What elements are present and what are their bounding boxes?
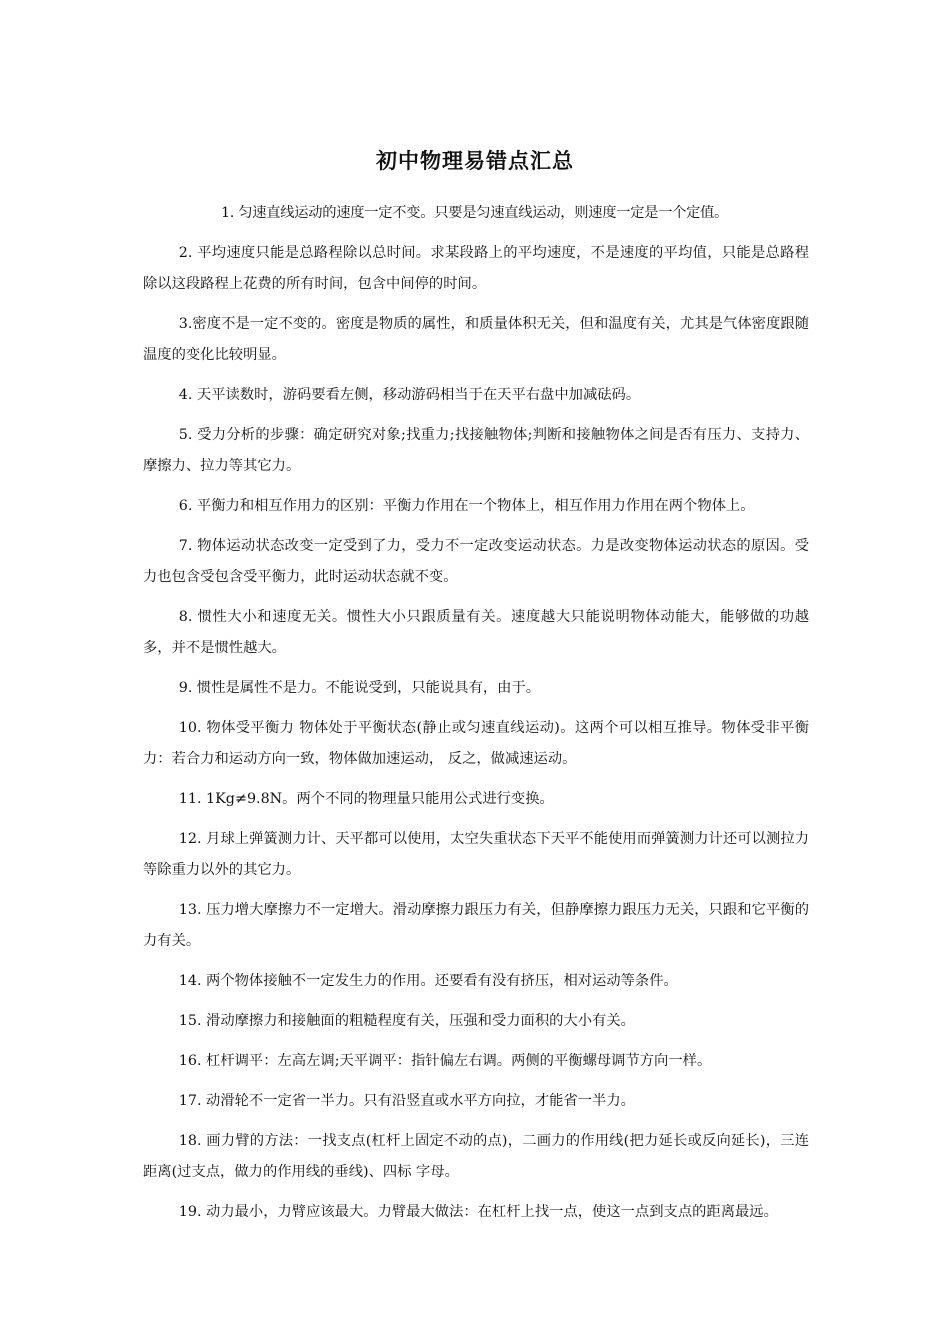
list-item: 2. 平均速度只能是总路程除以总时间。求某段路上的平均速度，不是速度的平均值，只能是总路程除以这段路程上花费的所有时间，包含中间停的时间。 bbox=[143, 245, 809, 292]
list-item: 16. 杠杆调平：左高左调;天平调平：指针偏左右调。两侧的平衡螺母调节方向一样。 bbox=[178, 1053, 712, 1069]
error-point-list bbox=[143, 198, 809, 1237]
list-item: 5. 受力分析的步骤：确定研究对象;找重力;找接触物体;判断和接触物体之间是否有压力、支持力、摩擦力、拉力等其它力。 bbox=[143, 427, 809, 474]
list-item: 15. 滑动摩擦力和接触面的粗糙程度有关，压强和受力面积的大小有关。 bbox=[178, 1013, 635, 1029]
list-item: 6. 平衡力和相互作用力的区别：平衡力作用在一个物体上，相互作用力作用在两个物体上。 bbox=[178, 498, 755, 514]
list-item: 4. 天平读数时，游码要看左侧，移动游码相当于在天平右盘中加减砝码。 bbox=[178, 387, 641, 403]
list-item: 11. 1Kg≠9.8N。两个不同的物理量只能用公式进行变换。 bbox=[178, 791, 554, 807]
list-item: 14. 两个物体接触不一定发生力的作用。还要看有没有挤压，相对运动等条件。 bbox=[178, 973, 678, 989]
list-item: 9. 惯性是属性不是力。不能说受到，只能说具有，由于。 bbox=[178, 680, 541, 696]
list-item: 18. 画力臂的方法：一找支点(杠杆上固定不动的点)，二画力的作用线(把力延长或反向延长)，三连距离(过支点，做力的作用线的垂线)、四标 字母。 bbox=[143, 1133, 809, 1180]
list-item: 17. 动滑轮不一定省一半力。只有沿竖直或水平方向拉，才能省一半力。 bbox=[178, 1093, 635, 1109]
list-item: 12. 月球上弹簧测力计、天平都可以使用，太空失重状态下天平不能使用而弹簧测力计还可以测拉力等除重力以外的其它力。 bbox=[143, 831, 809, 878]
list-item: 13. 压力增大摩擦力不一定增大。滑动摩擦力跟压力有关，但静摩擦力跟压力无关，只跟和它平衡的力有关。 bbox=[143, 902, 809, 949]
document-title: 初中物理易错点汇总 bbox=[376, 149, 574, 173]
list-item: 19. 动力最小，力臂应该最大。力臂最大做法：在杠杆上找一点，使这一点到支点的距离最远。 bbox=[178, 1204, 778, 1220]
list-item: 1. 匀速直线运动的速度一定不变。只要是匀速直线运动，则速度一定是一个定值。 bbox=[221, 205, 729, 221]
list-item: 7. 物体运动状态改变一定受到了力，受力不一定改变运动状态。力是改变物体运动状态的原因。受力也包含受包含受平衡力，此时运动状态就不变。 bbox=[143, 538, 809, 585]
list-item: 8. 惯性大小和速度无关。惯性大小只跟质量有关。速度越大只能说明物体动能大，能够做的功越多，并不是惯性越大。 bbox=[143, 609, 809, 656]
list-item: 3.密度不是一定不变的。密度是物质的属性，和质量体积无关，但和温度有关，尤其是气体密度跟随温度的变化比较明显。 bbox=[143, 316, 809, 363]
list-item: 10. 物体受平衡力 物体处于平衡状态(静止或匀速直线运动)。这两个可以相互推导。物体受非平衡力：若合力和运动方向一致，物体做加速运动， 反之，做减速运动。 bbox=[143, 720, 809, 767]
